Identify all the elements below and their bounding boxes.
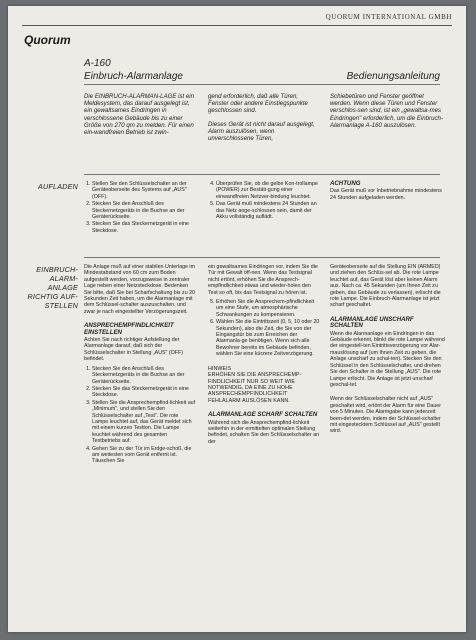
hint-text: ERHÖHEN SIE DIE ANSPRECHEMP-FINDLICHKEIT NUR SO WEIT WIE NOTWENDIG, DA EINE ZU HOHE ANSPRECHEMPFINDLICHKEIT FEHLALARM AUSLÖSEN KANN. xyxy=(208,372,302,404)
intro-rule xyxy=(84,174,440,175)
disarm-title: ALARMANLAGE UNSCHARF SCHALTEN xyxy=(330,315,414,330)
aufstellen-col-1 xyxy=(84,264,196,466)
intro-col-2b: Dieses Gerät ist nicht darauf ausgelegt, Alarm auszulösen, wenn unverschlossene Türen, xyxy=(208,120,315,143)
aufstellen-col-3 xyxy=(330,264,446,438)
header-rule xyxy=(22,25,452,26)
title-rule xyxy=(84,84,440,85)
sensitivity-step: 5. Erhöhen Sie die Ansprechem-pfindlichkeit um eine Stufe, um atmosphärische Schwankungen zu kompensieren. xyxy=(216,299,320,318)
aufladen-step: 2. Stecken Sie den Anschluß des Steckernetzgeräts in die Buchse an der Geräterückseite. xyxy=(92,201,196,220)
armed-text: Geräteoberseite auf die Stellung EIN (ARMED) und ziehen den Schlüs-sel ab. Die rote Lampe leuchtet auf, das Gerät löst aber keinen Alarm aus. Nach ca. 45 Sekunden (um Ihnen Zeit zu geben, das Gebäude zu verlassen), erlischt die rote Lampe. Die Einbruch-Alarmanlage ist jetzt scharf geschaltet. xyxy=(330,264,441,309)
aufladen-rule xyxy=(84,257,440,258)
aufladen-step: 3. Stecken Sie das Steckernetzgerät in eine Steckdose. xyxy=(92,221,196,234)
company-name: QUORUM INTERNATIONAL GMBH xyxy=(325,13,452,21)
intro-col-2a: gend erforderlich, daß alle Türen, Fenster oder andere Einstiegspunkte geschlossen sind. xyxy=(208,93,308,115)
quorum-logo: Quorum xyxy=(24,33,71,47)
intro-col-2 xyxy=(208,93,320,145)
placement-text: Die Anlage muß auf einer stabilen Unterlage im Mindestabstand von 60 cm zum Boden aufgestellt werden, vorzugsweise in zentraler Lage neben einer Netzsteckdose. Bedenken Sie bitte, daß Sie bei Scharfschaltung bis zu 20 Sekunden Zeit haben, um die Alarmanlage mit dem Schlüssel-schalter auszuschalten, und zwar je nach eingestellter Verzögerungszeit. xyxy=(84,264,196,315)
hint-title: HINWEIS xyxy=(208,365,232,372)
aufladen-step: 5. Das Gerät muß mindestens 24 Stunden an das Netz ange-schlossen sein, damit der Akku vollständig auflädt. xyxy=(216,201,320,220)
intro-col-3: Schiebetüren und Fenster geöffnet werden. Wenn diese Türen und Fenster verschlos-sen sind, ist ein „gewaltsa-mes Eindringen" erforderlich, um die Einbruch-Alarmanlage A-160 auszulösen. xyxy=(330,93,443,129)
test-text: ein gewaltsames Eindringen vor, indem Sie die Tür mit Gewalt öff-nen. Wenn das Testsignal nicht ertönt, erhöhen Sie die Ansprech-empfindlichkeit etwas und wieder-holen den Test so oft, bis das Testsignal zu hören ist. xyxy=(208,264,318,296)
attention-text: Das Gerät muß vor Inbetriebnahme mindestens 24 Stunden aufgeladen werden. xyxy=(330,188,442,201)
sensitivity-text: Achten Sie nach richtiger Aufstellung der Alarmanlage darauf, daß sich der Schlüsselschalter in Stellung „AUS" (OFF) befindet. xyxy=(84,337,184,363)
disarm-text: Wenn die Alarmanlage ein Eindringen in das Gebäude erkennt, blinkt die rote Lampe während der eingestell-ten Eintrittsverzögerung vor Alar-mauslösung auf (um Ihnen Zeit zu geben, die Anlage unscharf zu schal-ten). Stecken Sie den Schlüssel in den Schlüsselschalter, und drehen Sie den Schalter in die Stellung „AUS". Die rote Lampe erlischt. Die Anlage ist jetzt unscharf geschal-tet. xyxy=(330,330,445,388)
model-number: A-160 xyxy=(84,58,111,69)
attention-box xyxy=(330,181,446,204)
aufladen-step: 1. Stellen Sie den Schlüsselschalter an der Geräteoberseite des Systems auf „AUS" (OFF). xyxy=(92,181,196,200)
section-label-aufladen: AUFLADEN xyxy=(38,182,78,191)
attention-title: ACHTUNG xyxy=(330,180,361,187)
product-subtitle: Einbruch-Alarmanlage xyxy=(84,71,183,82)
arm-title: ALARMANLAGE SCHARF SCHALTEN xyxy=(208,411,318,419)
document-type: Bedienungsanleitung xyxy=(346,71,440,82)
sensitivity-step: 6. Wählen Sie die Eintrittszeit (0, 5, 10 oder 20 Sekunden), also die Zeit, die Sie von der Eingangstür bis zum Erreichen der Alarmanla-ge benötigen. Wenn sich alle Bewohner bereits im Gebäude befinden, wählen Sie eine kürzere Zeitverzögerung. xyxy=(216,319,320,357)
aufladen-steps-1 xyxy=(84,181,196,235)
manual-page xyxy=(8,6,466,632)
section-label-aufstellen xyxy=(24,265,78,310)
section-label-text: EINBRUCH-ALARM-ANLAGE RICHTIG AUF-STELLEN xyxy=(27,265,78,310)
sensitivity-step: 3. Stellen Sie die Ansprechempfind-lichkeit auf „Minimum", und stellen Sie den Schlüsselschalter auf „Test". Die rote Lampe leuchtet auf, das Gerät meldet sich mit einem kurzen Testton. Die Lampe leuchtet während des gesamten Testbetriebs auf. xyxy=(92,400,196,445)
aufladen-step: 4. Überprüfen Sie, ob die gelbe Kon-trollampe (POWER) zur Bestäti-gung einer einwandfreien Netzver-bindung leuchtet. xyxy=(216,181,320,200)
sensitivity-step: 1. Stecken Sie den Anschluß des Steckernetzgeräts in die Buchse an der Geräterückseite. xyxy=(92,366,196,385)
aufladen-steps-2 xyxy=(208,181,320,221)
sensitivity-step: 4. Gehen Sie zu der Tür im Erdge-schoß, die am weitesten vom Gerät entfernt ist. Täuschen Sie xyxy=(92,446,196,465)
arm-text: Während sich die Ansprechempfind-lichkeit weiterhin in der ermittelten optimalen Stellung befindet, schalten Sie den Schlüsselschalter an der xyxy=(208,419,320,445)
intro-col-1: Die EINBRUCH-ALARMAN-LAGE ist ein Meldesystem, das darauf ausgelegt ist, ein gewaltsames Eindringen in verschlossene Gebäude bis zu einer Größe von 270 qm zu melden. Für einen ein-wandfreien Betrieb ist zwin- xyxy=(84,93,195,137)
sensitivity-step: 2. Stecken Sie das Steckernetzgerät in eine Steckdose. xyxy=(92,386,196,399)
sensitivity-title: ANSPRECHEMPFINDLICHKEIT EINSTELLEN xyxy=(84,322,174,336)
alarm-duration-text: Wenn der Schlüsselschalter nicht auf „AUS" geschaltet wird, ertönt der Alarm für eine Dauer von 5 Minuten. Die Alarmgabe kann jederzeit been-det werden, indem der Schlüssel-schalter mit eingestecktem Schlüssel auf „AUS" gestellt wird. xyxy=(330,396,441,435)
aufstellen-col-2 xyxy=(208,264,320,448)
